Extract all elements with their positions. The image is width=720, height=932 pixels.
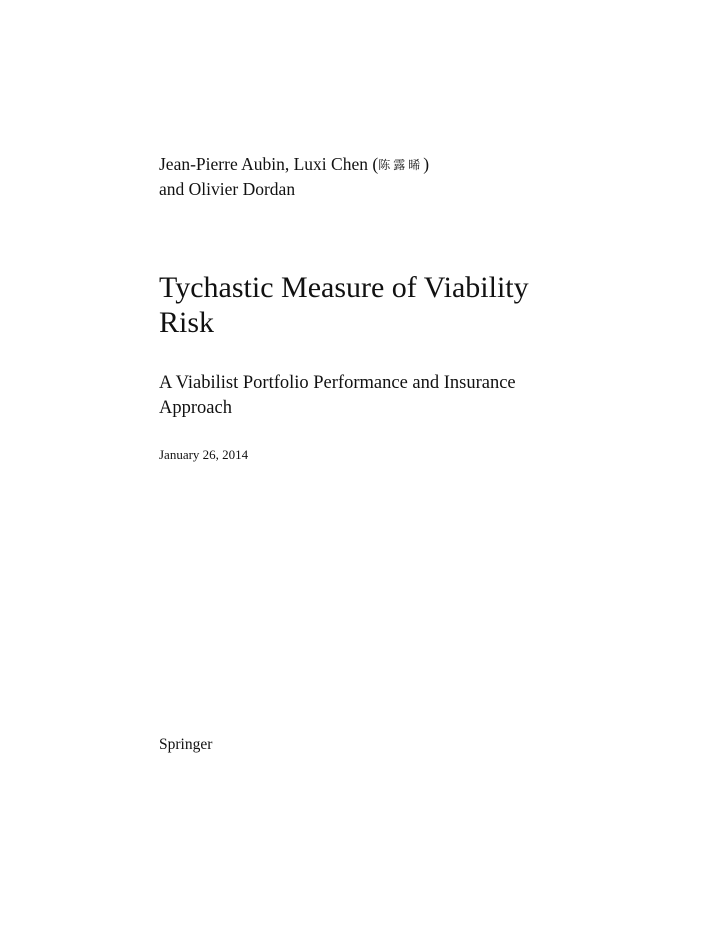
publisher: Springer <box>159 736 213 753</box>
author-names: Jean-Pierre Aubin, Luxi Chen ( <box>159 154 379 174</box>
book-subtitle <box>159 371 579 421</box>
book-title-line-1: Tychastic Measure of Viability <box>159 271 529 304</box>
author-block <box>159 152 579 201</box>
book-subtitle-line-2: Approach <box>159 398 232 418</box>
date: January 26, 2014 <box>159 447 249 462</box>
book-title-line-2: Risk <box>159 306 215 339</box>
author-line-2: and Olivier Dordan <box>159 179 296 199</box>
author-line-1 <box>159 152 579 177</box>
book-subtitle-line-1: A Viabilist Portfolio Performance and Insurance <box>159 373 516 393</box>
author-chinese-name: 陈露晞 <box>378 158 424 172</box>
author-paren-close: ) <box>423 154 430 174</box>
book-title <box>159 270 579 340</box>
